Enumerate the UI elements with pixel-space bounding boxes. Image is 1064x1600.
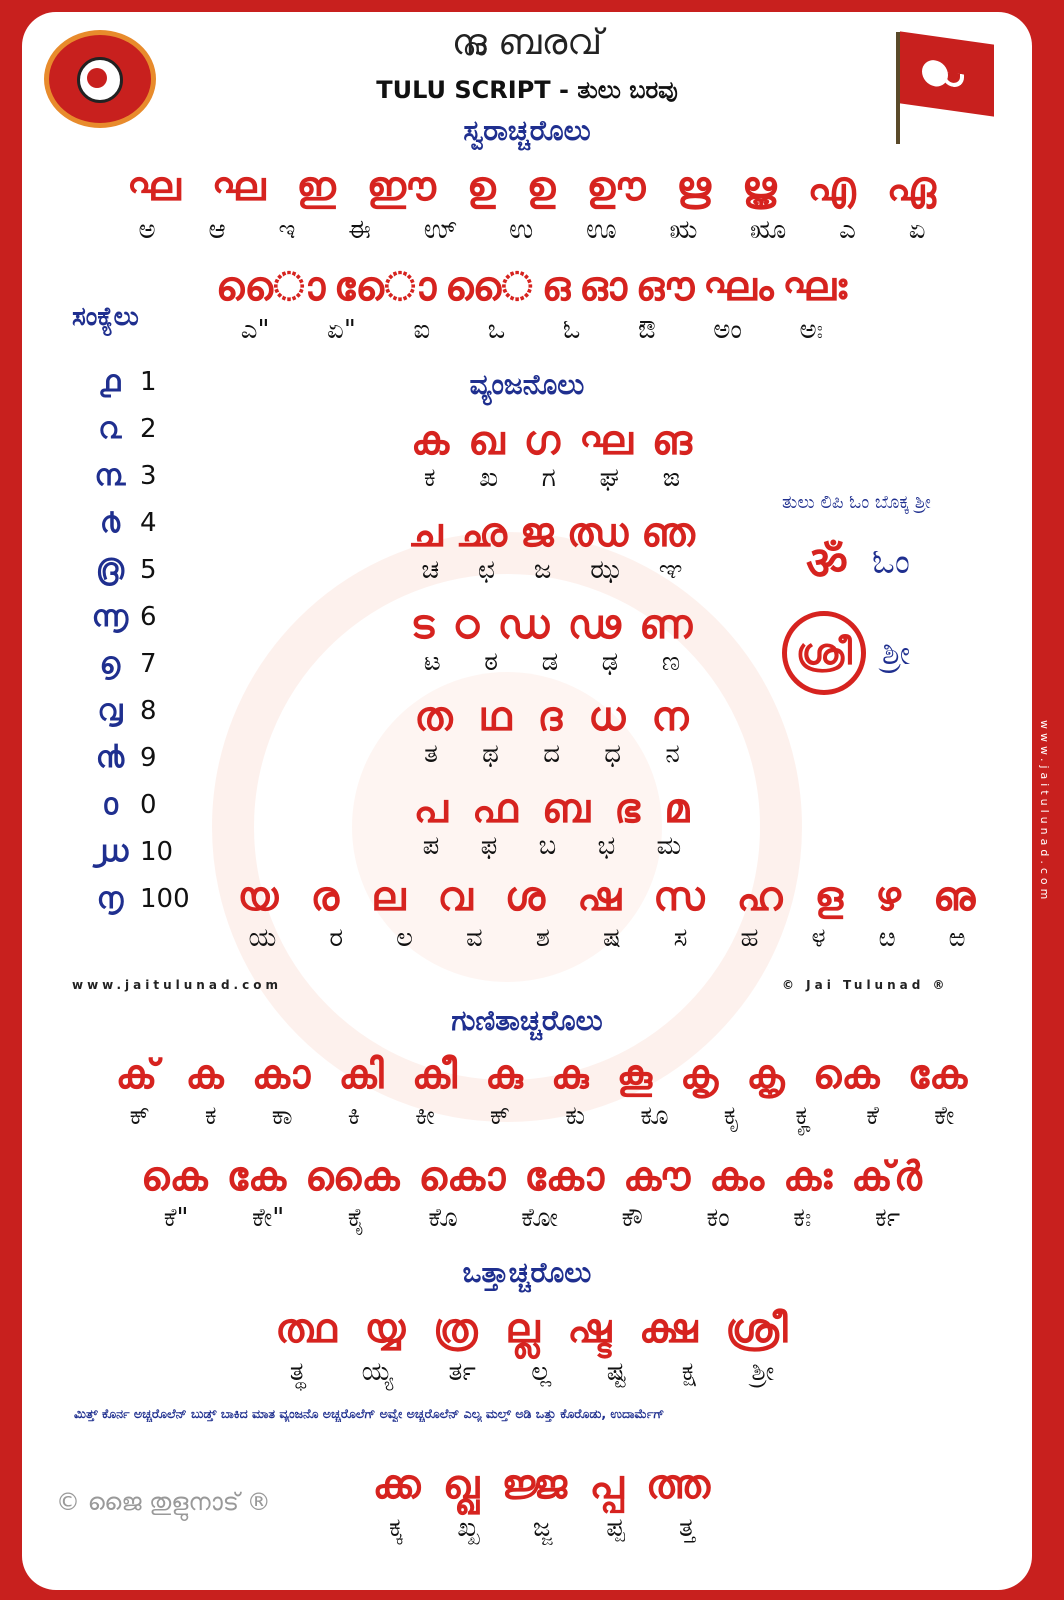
tulu-numeral: ൯ <box>95 740 125 775</box>
example-tulu-glyph-1: ഖ്ഖ <box>442 1462 481 1508</box>
ottakshara-kannada-glyph-5: ಕ್ಷ <box>681 1357 696 1387</box>
vyanjana-tulu-glyph: ഫ <box>472 786 519 832</box>
title-kn: ತುಲು ಬರವು <box>577 76 678 104</box>
number-row <box>80 546 210 593</box>
copyright-right: © Jai Tulunad ® <box>782 978 949 992</box>
number-row <box>80 781 210 828</box>
ottakshara-kannada-glyph-3: ಲ್ಲ <box>531 1357 552 1387</box>
vyanjana-kannada-glyph: ಣ <box>661 647 681 677</box>
vyanjana-tulu-glyph: ഠ <box>452 602 481 648</box>
swara2-tulu-glyph-4: ഓ <box>579 264 629 310</box>
gunita1-tulu-glyph-6: കു <box>551 1052 590 1098</box>
swara-tulu-glyph-9: എ <box>807 164 857 210</box>
gunita1-kannada-glyph-9: ಕೄ <box>795 1101 812 1131</box>
vyanjana-tulu-glyph: ധ <box>588 694 627 740</box>
vyanjana-kannada-glyph: ಖ <box>479 463 499 493</box>
example-kannada-glyph-1: ಖ್ಖ <box>457 1513 479 1543</box>
bottom-copyright: © ജൈ തുളുനാട് ® <box>56 1488 271 1516</box>
gunita2-kannada-glyph-6: ಕಂ <box>706 1203 730 1233</box>
swara2-tulu-glyph-3: ഒ <box>541 264 572 310</box>
numbers-heading: ಸಂಕ್ಯೆಲು <box>72 302 139 332</box>
number-row <box>80 499 210 546</box>
decimal-numeral: 10 <box>140 836 174 867</box>
vyanjana-last-kannada <box>222 920 992 954</box>
vyanjana-kannada-glyph: ಞ <box>658 555 683 585</box>
decimal-numeral: 3 <box>140 460 157 491</box>
vyanjana-kannada-glyph: ಧ <box>604 739 622 769</box>
gunita-row2-tulu <box>132 1150 932 1200</box>
ottakshara-tulu-glyph-0: ത്ഥ <box>275 1306 338 1352</box>
tulu-numeral: ൮ <box>97 693 123 728</box>
shri-tulu: ശ്രീ <box>782 611 866 695</box>
swara2-kannada-glyph-5: ಔ <box>637 315 656 345</box>
vyanjana-tulu-glyph: ഢ <box>567 602 622 648</box>
vyanjana-tulu-glyph: ച <box>408 510 444 556</box>
swara-tulu-glyph-2: ഇ <box>296 164 337 210</box>
site-url-vertical: www.jaitulunad.com <box>1038 720 1051 904</box>
vyanjana-kannada-glyph: ದ <box>543 739 561 769</box>
gunita2-kannada-glyph-1: ಕೇ" <box>252 1203 285 1233</box>
tulu-numeral: ൫ <box>95 552 125 587</box>
om-shri-caption: ತುಲು ಲಿಪಿ ಓಂ ಬೊಕ್ಕ ಶ್ರೀ <box>782 492 931 513</box>
decimal-numeral: 8 <box>140 695 157 726</box>
decimal-numeral: 4 <box>140 507 157 538</box>
vyanjana-tulu-glyph: ജ <box>520 510 555 556</box>
vyanjana-last-kannada-glyph-1: ರ <box>329 923 344 953</box>
om-tulu: ॐ <box>806 536 848 590</box>
site-url-left: www.jaitulunad.com <box>72 978 282 992</box>
gunita1-tulu-glyph-4: കീ <box>411 1052 459 1098</box>
swara-row1-tulu <box>112 160 952 210</box>
vyanjana-heading: ವ್ಯಂಜನೊಲು <box>469 368 585 401</box>
gunita-row1-tulu <box>102 1048 982 1098</box>
tulu-numeral: ൰ <box>91 834 129 869</box>
ottakshara-kannada-glyph-1: ಯ್ಯ <box>361 1357 394 1387</box>
ottakshara-kannada-glyph-4: ಷ್ಟ <box>606 1357 627 1387</box>
swara2-tulu-glyph-5: ഔ <box>635 264 696 310</box>
vyanjana-kannada-glyph: ಡ <box>541 647 559 677</box>
number-row <box>80 828 210 875</box>
example-kannada-glyph-0: ಕ್ಕ <box>389 1513 404 1543</box>
decimal-numeral: 2 <box>140 413 157 444</box>
swara-tulu-glyph-7: ഋ <box>676 164 712 210</box>
vyanjana-last-kannada-glyph-5: ಷ <box>602 923 621 953</box>
decimal-numeral: 6 <box>140 601 157 632</box>
vyanjana-row-kannada-4 <box>402 830 702 862</box>
title-en: TULU SCRIPT - <box>376 76 569 104</box>
number-row <box>80 875 210 922</box>
gunita2-kannada-glyph-5: ಕೌ <box>621 1203 643 1233</box>
number-row <box>80 452 210 499</box>
vyanjana-last-kannada-glyph-2: ಲ <box>396 923 413 953</box>
tulu-numeral: ൪ <box>100 505 120 540</box>
vyanjana-tulu-glyph: ഥ <box>478 694 513 740</box>
gunita1-kannada-glyph-10: ಕೆ <box>866 1101 879 1131</box>
gunita2-tulu-glyph-6: കം <box>709 1154 766 1200</box>
om-shri-panel <box>782 492 1012 695</box>
gunita-row2-kannada <box>132 1200 932 1234</box>
tulu-numeral: ൨ <box>98 411 122 446</box>
swara-tulu-glyph-10: ഏ <box>886 164 937 210</box>
vyanjana-tulu-glyph: പ <box>413 786 449 832</box>
vyanjana-row-kannada-0 <box>402 462 702 494</box>
gunita1-kannada-glyph-6: ಕು <box>565 1101 586 1131</box>
swara2-kannada-glyph-0: ಎ" <box>240 315 270 345</box>
ottakshara-row-tulu <box>262 1302 802 1352</box>
vyanjana-row-tulu-2 <box>402 600 702 648</box>
vyanjana-row-tulu-0 <box>402 416 702 464</box>
gunita1-kannada-glyph-0: ಕ್ <box>129 1101 150 1131</box>
example-tulu-glyph-0: ക്ക <box>372 1462 422 1508</box>
vyanjana-tulu-glyph: ബ <box>541 786 592 832</box>
example-kannada-glyph-2: ಜ್ಜ <box>532 1513 553 1543</box>
ottakshara-row-kannada <box>262 1354 802 1388</box>
vyanjana-kannada-glyph: ಮ <box>656 831 682 861</box>
vyanjana-tulu-glyph: ക <box>411 418 451 464</box>
tulu-title: ന്ദ്ല ബരവ് <box>451 22 603 63</box>
gunita1-tulu-glyph-9: കൄ <box>746 1052 786 1098</box>
vyanjana-last-tulu-glyph-6: സ <box>653 874 706 920</box>
vyanjana-tulu-glyph: ഭ <box>614 786 642 832</box>
gunita2-tulu-glyph-1: കേ <box>226 1154 288 1200</box>
swara-kannada-glyph-1: ಆ <box>208 215 226 245</box>
swara-heading: ಸ್ವರಾಚ್ಚರೊಲು <box>463 114 591 147</box>
swara2-kannada-glyph-7: ಅಃ <box>799 315 824 345</box>
gunita2-tulu-glyph-2: കൈ <box>305 1154 401 1200</box>
swara-row2-kannada <box>212 312 852 346</box>
vyanjana-last-kannada-glyph-7: ಹ <box>740 923 759 953</box>
number-row <box>80 734 210 781</box>
vyanjana-last-tulu-glyph-2: ല <box>371 874 407 920</box>
decimal-numeral: 0 <box>140 789 157 820</box>
tulu-numeral: ൦ <box>102 787 118 822</box>
ottakshara-tulu-glyph-3: ല്ല <box>505 1306 541 1352</box>
swara2-kannada-glyph-2: ಐ <box>413 315 431 345</box>
swara2-tulu-glyph-0: ൊെ <box>215 264 327 310</box>
vyanjana-last-tulu-glyph-0: യ <box>237 874 280 920</box>
gunita2-tulu-glyph-0: കെ <box>140 1154 209 1200</box>
tulu-numeral: ൬ <box>91 599 129 634</box>
ottakshara-tulu-glyph-4: ഷ്ട <box>567 1306 613 1352</box>
vyanjana-kannada-glyph: ಢ <box>601 647 619 677</box>
swara-row1-kannada <box>112 212 952 246</box>
vyanjana-row-tulu-4 <box>402 784 702 832</box>
swara2-tulu-glyph-6: ഘം <box>703 264 775 310</box>
vyanjana-row-kannada-1 <box>402 554 702 586</box>
gunita2-tulu-glyph-8: ക്ർ <box>851 1154 923 1200</box>
vyanjana-last-kannada-glyph-3: ವ <box>465 923 483 953</box>
vyanjana-kannada-glyph: ಕ <box>423 463 436 493</box>
vyanjana-row-kannada-2 <box>402 646 702 678</box>
ottakshara-tulu-glyph-2: ത്ര <box>433 1306 479 1352</box>
swara2-tulu-glyph-7: ഘഃ <box>782 264 849 310</box>
swara-kannada-glyph-3: ಈ <box>348 215 371 245</box>
vyanjana-last-kannada-glyph-10: ಱ <box>948 923 966 953</box>
vyanjana-tulu-glyph: ഗ <box>523 418 562 464</box>
gunita2-tulu-glyph-7: കഃ <box>783 1154 834 1200</box>
example-tulu-glyph-3: പ്പ <box>589 1462 625 1508</box>
swara-kannada-glyph-0: ಅ <box>138 215 156 245</box>
vyanjana-last-tulu-glyph-7: ഹ <box>736 874 784 920</box>
vyanjana-kannada-glyph: ಘ <box>599 463 619 493</box>
vyanjana-kannada-glyph: ಛ <box>478 555 496 585</box>
swara2-kannada-glyph-1: ಏ" <box>327 315 356 345</box>
gunita1-tulu-glyph-1: ക <box>185 1052 225 1098</box>
vyanjana-kannada-glyph: ಬ <box>538 831 557 861</box>
gunita2-kannada-glyph-8: ರ್ಕ <box>874 1203 901 1233</box>
ottakshara-tulu-glyph-6: ശ്രീ <box>725 1306 789 1352</box>
gunita1-kannada-glyph-8: ಕೃ <box>723 1101 741 1131</box>
vyanjana-last-kannada-glyph-0: ಯ <box>248 923 277 953</box>
gunita1-tulu-glyph-7: കൂ <box>616 1052 654 1098</box>
swara-kannada-glyph-5: ಉ <box>509 215 534 245</box>
vyanjana-last-kannada-glyph-4: ಶ <box>535 923 550 953</box>
vyanjana-kannada-glyph: ಗ <box>541 463 556 493</box>
decimal-numeral: 9 <box>140 742 157 773</box>
vyanjana-kannada-glyph: ನ <box>665 739 680 769</box>
ottakshara-tulu-glyph-5: ക്ഷ <box>639 1306 699 1352</box>
ottakshara-tulu-glyph-1: യ്യ <box>364 1306 407 1352</box>
gunita2-kannada-glyph-7: ಕಃ <box>793 1203 812 1233</box>
decimal-numeral: 5 <box>140 554 157 585</box>
swara-tulu-glyph-3: ഈ <box>366 164 437 210</box>
swara2-tulu-glyph-2: ൈ <box>444 264 535 310</box>
gunita1-kannada-glyph-1: ಕ <box>204 1101 217 1131</box>
vyanjana-tulu-glyph: ദ <box>537 694 564 740</box>
gunita2-kannada-glyph-3: ಕೊ <box>428 1203 458 1233</box>
vyanjana-last-tulu-glyph-9: ഴ <box>875 874 902 920</box>
gunita2-tulu-glyph-3: കൊ <box>418 1154 507 1200</box>
swara-kannada-glyph-10: ಏ <box>908 215 926 245</box>
vyanjana-tulu-glyph: ഞ <box>641 510 696 556</box>
swara-tulu-glyph-4: ഉ <box>466 164 497 210</box>
decimal-numeral: 1 <box>140 366 157 397</box>
om-kannada: ಓಂ <box>872 542 910 582</box>
vyanjana-kannada-glyph: ಪ <box>422 831 440 861</box>
tulu-numeral: ൧ <box>99 364 121 399</box>
vyanjana-last-kannada-glyph-8: ಳ <box>811 923 826 953</box>
vyanjana-row-kannada-3 <box>402 738 702 770</box>
gunita2-tulu-glyph-5: കൗ <box>623 1154 692 1200</box>
vyanjana-last-tulu-glyph-10: ഌ <box>933 874 977 920</box>
vyanjana-row-tulu-3 <box>402 692 702 740</box>
gunita1-tulu-glyph-5: കു <box>485 1052 524 1098</box>
ottakshara-kannada-glyph-6: ಶ್ರೀ <box>751 1357 775 1387</box>
vyanjana-tulu-glyph: ത <box>414 694 454 740</box>
swara-row2-tulu <box>212 260 852 310</box>
swara-kannada-glyph-6: ಊ <box>586 215 617 245</box>
shri-kannada: ಶ್ರೀ <box>882 633 911 672</box>
number-row <box>80 405 210 452</box>
ottakshara-kannada-glyph-2: ರ್ತ <box>448 1357 476 1387</box>
vyanjana-tulu-glyph: ഛ <box>455 510 508 556</box>
ottakshara-kannada-glyph-0: ತ್ಥ <box>289 1357 307 1387</box>
vyanjana-last-tulu-glyph-8: ള <box>814 874 845 920</box>
swara2-kannada-glyph-4: ಓ <box>562 315 581 345</box>
gunita2-kannada-glyph-2: ಕೈ <box>347 1203 365 1233</box>
swara-tulu-glyph-1: ഘ <box>211 164 267 210</box>
example-kannada-glyph-4: ತ್ತ <box>678 1513 695 1543</box>
vyanjana-last-kannada-glyph-6: ಸ <box>673 923 688 953</box>
gunita1-tulu-glyph-11: കേ <box>907 1052 969 1098</box>
vyanjana-kannada-glyph: ಙ <box>662 463 681 493</box>
number-row <box>80 687 210 734</box>
swara-tulu-glyph-8: ൠ <box>742 164 778 210</box>
gunita1-kannada-glyph-7: ಕೂ <box>640 1101 669 1131</box>
vyanjana-last-tulu-glyph-5: ഷ <box>577 874 623 920</box>
swara2-tulu-glyph-1: ൊേ <box>334 264 438 310</box>
vyanjana-kannada-glyph: ಫ <box>480 831 498 861</box>
swara2-kannada-glyph-3: ಒ <box>487 315 506 345</box>
gunita1-kannada-glyph-11: ಕೇ <box>934 1101 955 1131</box>
vyanjana-tulu-glyph: ഡ <box>497 602 551 648</box>
gunita1-tulu-glyph-3: കി <box>338 1052 385 1098</box>
vyanjana-last-kannada-glyph-9: ೞ <box>878 923 896 953</box>
gunita1-tulu-glyph-0: ക് <box>115 1052 159 1098</box>
swara-tulu-glyph-6: ഊ <box>586 164 647 210</box>
number-row <box>80 640 210 687</box>
ottakshara-heading: ಒತ್ತಾಚ್ಚರೊಲು <box>462 1256 592 1289</box>
vyanjana-tulu-glyph: ങ <box>651 418 693 464</box>
swara-kannada-glyph-8: ೠ <box>750 215 787 245</box>
gunita2-kannada-glyph-4: ಕೋ <box>521 1203 559 1233</box>
example-row-kannada <box>362 1510 722 1544</box>
vyanjana-tulu-glyph: ഝ <box>566 510 630 556</box>
vyanjana-kannada-glyph: ಟ <box>423 647 441 677</box>
number-row <box>80 593 210 640</box>
vyanjana-tulu-glyph: ഖ <box>468 418 506 464</box>
gunita-heading: ಗುಣಿತಾಚ್ಚರೊಲು <box>451 1004 603 1037</box>
vyanjana-last-tulu-glyph-4: ശ <box>504 874 547 920</box>
gunita2-tulu-glyph-4: കോ <box>524 1154 606 1200</box>
chart-card <box>22 12 1032 1590</box>
vyanjana-tulu-glyph: ഘ <box>579 418 634 464</box>
gunita2-kannada-glyph-0: ಕೆ" <box>163 1203 189 1233</box>
gunita1-tulu-glyph-2: കാ <box>251 1052 312 1098</box>
decimal-numeral: 7 <box>140 648 157 679</box>
page-title <box>22 76 1032 104</box>
vyanjana-last-tulu-glyph-3: വ <box>437 874 474 920</box>
numbers-list <box>80 358 210 922</box>
vyanjana-tulu-glyph: ട <box>410 602 436 648</box>
swara-tulu-glyph-0: ഘ <box>127 164 182 210</box>
tulu-numeral: ൩ <box>94 458 126 493</box>
swara-kannada-glyph-2: ಇ <box>278 215 296 245</box>
swara-kannada-glyph-4: ಉ್ <box>423 215 457 245</box>
vyanjana-last-tulu-glyph-1: ര <box>310 874 341 920</box>
swara-tulu-glyph-5: ഉ <box>526 164 557 210</box>
gunita1-kannada-glyph-2: ಕಾ <box>271 1101 293 1131</box>
vyanjana-kannada-glyph: ಚ <box>421 555 440 585</box>
example-kannada-glyph-3: ಪ್ಪ <box>606 1513 625 1543</box>
vyanjana-tulu-glyph: ന <box>651 694 690 740</box>
decimal-numeral: 100 <box>140 883 190 914</box>
vyanjana-last-tulu <box>222 870 992 920</box>
gunita1-tulu-glyph-8: കൃ <box>680 1052 720 1098</box>
gunita-row1-kannada <box>102 1098 982 1132</box>
vyanjana-tulu-glyph: മ <box>664 786 691 832</box>
vyanjana-kannada-glyph: ಭ <box>597 831 616 861</box>
vyanjana-kannada-glyph: ತ <box>424 739 438 769</box>
vyanjana-kannada-glyph: ಝ <box>590 555 620 585</box>
tulu-numeral: ൱ <box>96 881 124 916</box>
vyanjana-row-tulu-1 <box>402 508 702 556</box>
gunita1-kannada-glyph-5: ಕ್ <box>489 1101 511 1131</box>
swara-kannada-glyph-7: ಋ <box>669 215 698 245</box>
example-row-tulu <box>362 1454 722 1508</box>
vyanjana-kannada-glyph: ಜ <box>533 555 552 585</box>
vyanjana-tulu-glyph: ണ <box>639 602 694 648</box>
gunita1-kannada-glyph-4: ಕೀ <box>415 1101 435 1131</box>
swara-kannada-glyph-9: ಎ <box>839 215 856 245</box>
ottakshara-note: ಮಿತ್ತ್ ಕೊರ್ನ ಅಚ್ಚರೊಲೆನ್ ಬುಡ್ತ್ ಬಾಕಿದ ಮಾತ ವ್ಯಂಜನೊ ಅಚ್ಚರೊಲೆಗ್ ಅವ್ವೇ ಅಚ್ಚರೊಲೆನ್ ಎಲ್ಯ ಮಲ್ತ್ ಅಡಿ ಒತ್ತು ಕೊರೊಡು, ಉದಾರ್ಮೆಗ್ <box>74 1406 665 1421</box>
gunita1-tulu-glyph-10: കെ <box>812 1052 881 1098</box>
swara2-kannada-glyph-6: ಅಂ <box>713 315 742 345</box>
example-tulu-glyph-4: ത്ത <box>646 1462 712 1508</box>
example-tulu-glyph-2: ജ്ജ <box>501 1462 569 1508</box>
vyanjana-kannada-glyph: ಠ <box>484 647 499 677</box>
gunita1-kannada-glyph-3: ಕಿ <box>347 1101 360 1131</box>
tulu-numeral: ൭ <box>99 646 121 681</box>
vyanjana-kannada-glyph: ಥ <box>482 739 499 769</box>
